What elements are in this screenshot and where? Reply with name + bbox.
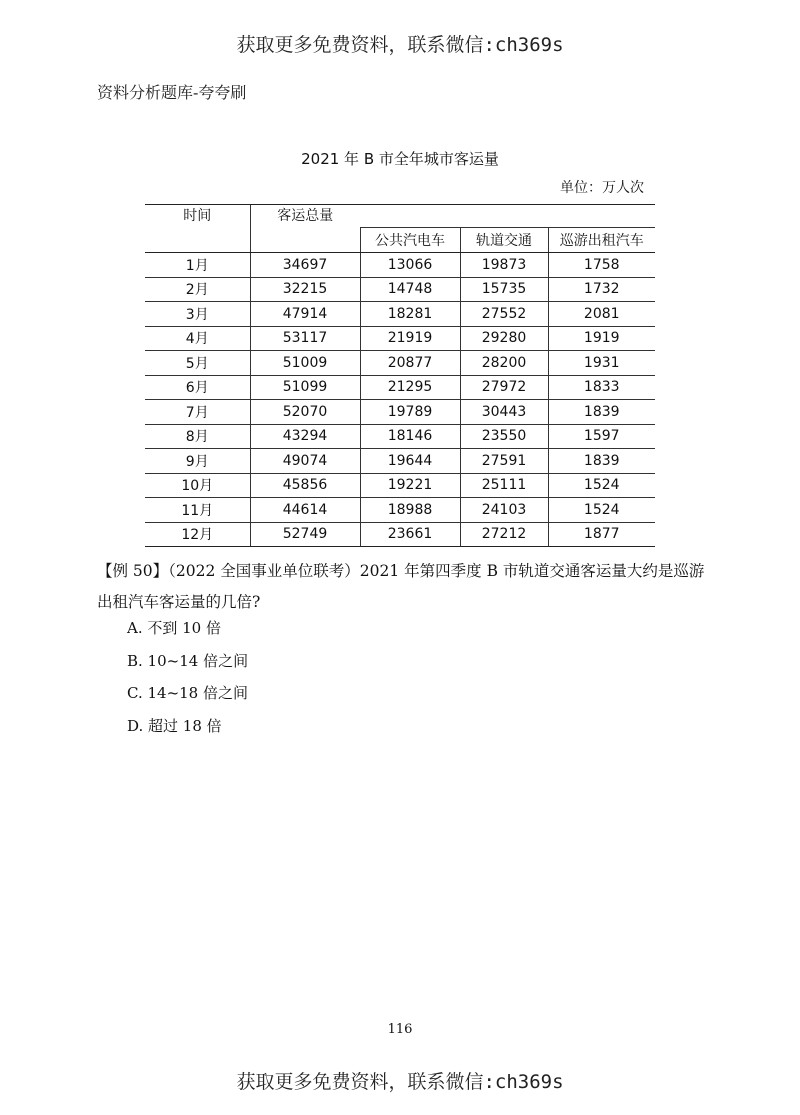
cell-rail: 23550 <box>460 424 548 449</box>
cell-taxi: 1732 <box>548 277 655 302</box>
option-c[interactable]: C. 14~18 倍之间 <box>127 684 248 702</box>
cell-total: 52749 <box>250 522 360 547</box>
cell-total: 34697 <box>250 253 360 278</box>
header-total-blank <box>250 228 360 253</box>
cell-rail: 29280 <box>460 326 548 351</box>
cell-bus: 14748 <box>360 277 460 302</box>
table-row <box>145 351 655 376</box>
cell-bus: 21295 <box>360 375 460 400</box>
document-header: 资料分析题库-夸夸刷 <box>97 83 247 102</box>
option-a[interactable]: A. 不到 10 倍 <box>127 619 221 637</box>
cell-bus: 19644 <box>360 449 460 474</box>
cell-month: 3月 <box>145 302 250 327</box>
cell-rail: 27591 <box>460 449 548 474</box>
cell-rail: 28200 <box>460 351 548 376</box>
table-row <box>145 326 655 351</box>
cell-taxi: 1919 <box>548 326 655 351</box>
cell-rail: 25111 <box>460 473 548 498</box>
cell-total: 32215 <box>250 277 360 302</box>
cell-taxi: 1758 <box>548 253 655 278</box>
cell-taxi: 2081 <box>548 302 655 327</box>
cell-bus: 20877 <box>360 351 460 376</box>
cell-month: 4月 <box>145 326 250 351</box>
cell-month: 7月 <box>145 400 250 425</box>
table-row <box>145 253 655 278</box>
cell-bus: 19789 <box>360 400 460 425</box>
header-taxi: 巡游出租汽车 <box>548 228 655 253</box>
answer-options <box>127 618 248 748</box>
header-time: 时间 <box>145 205 250 253</box>
cell-month: 9月 <box>145 449 250 474</box>
table-row <box>145 522 655 547</box>
option-b[interactable]: B. 10~14 倍之间 <box>127 651 249 670</box>
cell-rail: 15735 <box>460 277 548 302</box>
cell-rail: 24103 <box>460 498 548 523</box>
cell-bus: 18146 <box>360 424 460 449</box>
header-total: 客运总量 <box>250 205 360 228</box>
cell-taxi: 1839 <box>548 400 655 425</box>
question-text: 【例 50】（2022 全国事业单位联考）2021 年第四季度 B 市轨道交通客运量大约是巡游出租汽车客运量的几倍? <box>97 562 705 611</box>
table-row <box>145 400 655 425</box>
cell-month: 11月 <box>145 498 250 523</box>
header-blank <box>360 205 655 228</box>
passenger-volume-table <box>145 204 655 547</box>
cell-total: 53117 <box>250 326 360 351</box>
header-bus: 公共汽电车 <box>360 228 460 253</box>
cell-month: 5月 <box>145 351 250 376</box>
watermark-bottom: 获取更多免费资料，联系微信:ch369s <box>236 1071 564 1093</box>
table-row <box>145 302 655 327</box>
table-unit: 单位：万人次 <box>560 180 644 196</box>
table-row <box>145 375 655 400</box>
cell-total: 52070 <box>250 400 360 425</box>
option-d[interactable]: D. 超过 18 倍 <box>127 716 222 735</box>
cell-month: 6月 <box>145 375 250 400</box>
cell-month: 12月 <box>145 522 250 547</box>
table-row <box>145 473 655 498</box>
table-title: 2021 年 B 市全年城市客运量 <box>301 150 499 168</box>
page-number: 116 <box>387 1022 413 1037</box>
cell-taxi: 1597 <box>548 424 655 449</box>
table-row <box>145 449 655 474</box>
cell-bus: 18281 <box>360 302 460 327</box>
cell-total: 45856 <box>250 473 360 498</box>
cell-rail: 27972 <box>460 375 548 400</box>
cell-taxi: 1877 <box>548 522 655 547</box>
cell-bus: 18988 <box>360 498 460 523</box>
cell-total: 43294 <box>250 424 360 449</box>
cell-total: 44614 <box>250 498 360 523</box>
watermark-top: 获取更多免费资料，联系微信:ch369s <box>236 34 564 56</box>
cell-month: 1月 <box>145 253 250 278</box>
cell-bus: 19221 <box>360 473 460 498</box>
header-rail: 轨道交通 <box>460 228 548 253</box>
table-row <box>145 277 655 302</box>
cell-total: 47914 <box>250 302 360 327</box>
table-row <box>145 424 655 449</box>
cell-bus: 13066 <box>360 253 460 278</box>
cell-taxi: 1524 <box>548 498 655 523</box>
table-header-row <box>145 205 655 228</box>
cell-taxi: 1833 <box>548 375 655 400</box>
cell-total: 49074 <box>250 449 360 474</box>
cell-bus: 21919 <box>360 326 460 351</box>
cell-rail: 27552 <box>460 302 548 327</box>
cell-bus: 23661 <box>360 522 460 547</box>
cell-taxi: 1524 <box>548 473 655 498</box>
table-row <box>145 498 655 523</box>
cell-total: 51009 <box>250 351 360 376</box>
cell-month: 8月 <box>145 424 250 449</box>
cell-taxi: 1931 <box>548 351 655 376</box>
cell-rail: 19873 <box>460 253 548 278</box>
cell-rail: 27212 <box>460 522 548 547</box>
cell-total: 51099 <box>250 375 360 400</box>
cell-month: 10月 <box>145 473 250 498</box>
cell-month: 2月 <box>145 277 250 302</box>
cell-rail: 30443 <box>460 400 548 425</box>
cell-taxi: 1839 <box>548 449 655 474</box>
